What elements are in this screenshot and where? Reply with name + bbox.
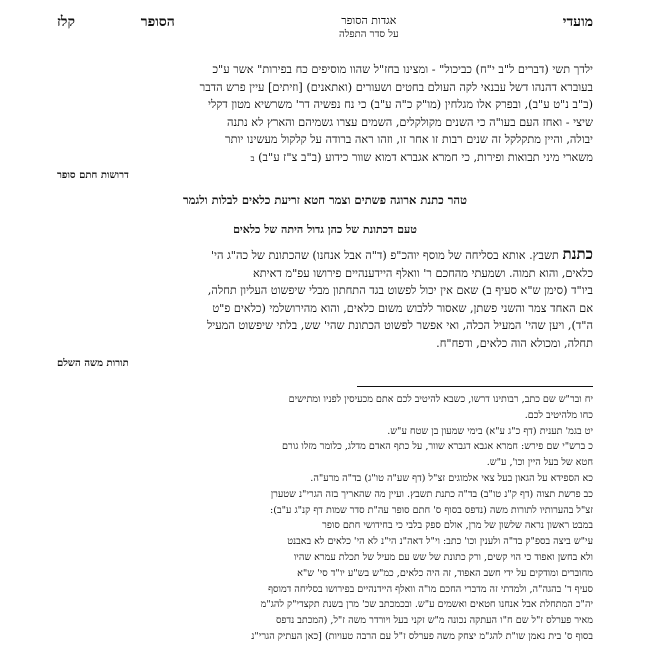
header-left-block <box>57 14 175 30</box>
section2-line <box>57 246 593 265</box>
header-right-title: מועדי <box>562 14 593 30</box>
page-header <box>57 14 593 54</box>
footnote-line: מחוברים ומודקים על ידי חשב האפוד, זה היה כלאים, כמ"ש בש"ע יו"ד סי' ש"א <box>297 567 593 579</box>
footnote-line: זצ"ל בהערותיו לתורות משה (נדפס בסוף ס' חתם סופר עה"ת סדר שמות דף קנ"ג ע"ב): <box>269 504 593 516</box>
footnote-line: יח ובר"ש שם כתב, רבותינו דרשו, כשבא להיטיב לכם אתם מכעיסין לפניו ומתישים <box>288 394 593 405</box>
page-number: קלז <box>57 14 75 30</box>
header-left-title: הסופר <box>140 14 175 30</box>
section1-line: בעוברא דהנהו דשל עבנאי לקה העולם בחטים ושעורים (ואתאנים) [וזיתים] עיין פרש הדבר <box>199 80 593 94</box>
section2-line: תחלה, ומכולא הוה כלאים, ודפח"ח. <box>436 336 593 350</box>
header-center-subtitle: על סדר התפלה <box>338 29 399 40</box>
section1-line: (ב"ב נ"ט ע"ב), ובפרק אלו מגלחין (מו"ק כ"ה ע"ב) כי נח נפשיה דר' משרשיא מטון דקלי <box>208 98 593 112</box>
footnote-line: ולא בחשן ואפוד כי הוי קשים, ורק כתונת של שש עם מעיל של תכלת עמרא שהיו <box>293 551 593 563</box>
footnote-line: יה"כ המתחלת אבל אנחנו חטאים ואשמים ע"ש. ובכמכתב שכ' מרן בשנת תקצדי"ק להג"מ <box>260 599 593 611</box>
source-attribution: דרושות חתם סופר <box>57 170 129 181</box>
footnote-line: בסוף ס' בית נאמן שו"ת להג"מ יצחק משה פערלס ז"ל עם הרבה טעויות) [כאן העתיק הגרי"נ <box>251 630 593 642</box>
footnote-line: מאיר פערלס ז"ל שם ח"ו העתקה נכונה מ"ש זקני בעל ויורדר משה ז"ל, (המכתב נדפס <box>275 615 593 627</box>
footnote-line: כב פרשת תצוה (דף ק"נ טו"ב) בד"ה כתנת תשבץ. ועיין מה שהאריך בזה הגרי"נ שטערן <box>270 488 593 500</box>
section2-line: כלאים, והוא תמוה. ושמעתי מהחכם ר' וואלף היידענהיים פירושו עפ"מ דאיתא <box>252 266 593 280</box>
section1-line <box>57 149 593 169</box>
section1-line-text: משארי מיני תבואות ופירות, כי חמרא אגברא דמוא שוור כידוע (ב"ב צ"ז ע"ב) <box>258 150 593 164</box>
footnote-line: יט בגמ' תענית (דף כ"ג ע"א) בימי שמעון בן שטח ע"ש. <box>387 425 593 437</box>
footnotes <box>57 392 593 645</box>
footnote-line: עי"ש ביצה בספ"ק בד"ה ולענין וכו' כתב: וי"ל דאה"נ הי"נ לא הי' כלאים לא באבנט <box>287 536 593 548</box>
source-attribution: תורות משה השלם <box>57 358 129 369</box>
section-subheading: טעם דכתונת של כהן גדול היתה של כלאים <box>233 223 417 236</box>
header-center-title: אגדות הסופר <box>341 14 397 27</box>
header-center <box>339 14 399 42</box>
section1-line: יבולה, והיין מתקלקל זה שנים רבות זו אחר זו, וזהו ראה ברודה על קלקול מעשינו יותר <box>225 133 593 147</box>
section2-line: אם האחד צמר והשני פשתן, שאסור ללבוש משום כלאים, והוא מהירושלמי (כלאים פ"ט <box>212 301 593 315</box>
section1-line: שיצי - ואחז העם בעו"ה כי השנים מקולקלים, השמים עצרו גשמיהם והארץ לא נתנה <box>226 115 593 129</box>
footnote-line: כ ברש"י שם פירש: חמרא אגבא דגברא שוור, על כתף האדם מדלג, כלומר מזלו גורם <box>282 441 593 453</box>
footnote-divider <box>357 386 593 387</box>
document-page <box>57 0 593 650</box>
section2-line: ה"ד), ויען שהי' המעיל הכלה, ואי אפשר לפשוט הכתונת שהי' שש, בלתי שיפשוט המעיל <box>206 319 593 333</box>
footnote-line: סעיף ד' בהגה"ה, ולמדתי זה מדברי החכם מו"ה וואלף היידנהיים בפירושו בסליחה דמוסף <box>268 583 593 595</box>
section1-body <box>57 61 593 169</box>
footnote-line: כחו מלהיטיב לכם. <box>524 409 593 421</box>
note-marker: ב <box>250 153 255 164</box>
footnote-line: חטא של בעל היין וכו', ע"ש. <box>486 457 593 469</box>
section2-line: ביו"ד (סימן ש"א סעיף ב) שאם אין יכול לפשוט בגד התחתון מבלי שיפשוט העליון תחלה, <box>207 284 593 298</box>
section1-line: ילדך תשי (דברים ל"ב י"ח) כביכול" - ומצינו בחז"ל שהוו מוסיפים כח בפירות" אשר ע"כ <box>212 63 593 76</box>
lead-word: כתנת <box>562 245 593 263</box>
footnote-line: כא הספידא על הגאון בעל צאי אלמוגים זצ"ל (דף שע"ה טו"ג) בד"ה מרע"ה. <box>310 472 593 484</box>
section2-body <box>57 246 593 353</box>
section-heading: טהר כתנת ארוגה פשתים וצמר חטא זריעת כלאים לבלות ולגמר <box>183 193 467 207</box>
section2-line-text: תשבץ. אותא בסליחה של מוסף יוהכ"פ (ד"ה אבל אנחנו) שהכתונת של כה"ג הי' <box>210 249 559 262</box>
footnote-line: במבט ראשון נראה שלשון של מרן, אולם ספק בלבי כי בחידושי חתם סופר <box>322 520 593 532</box>
